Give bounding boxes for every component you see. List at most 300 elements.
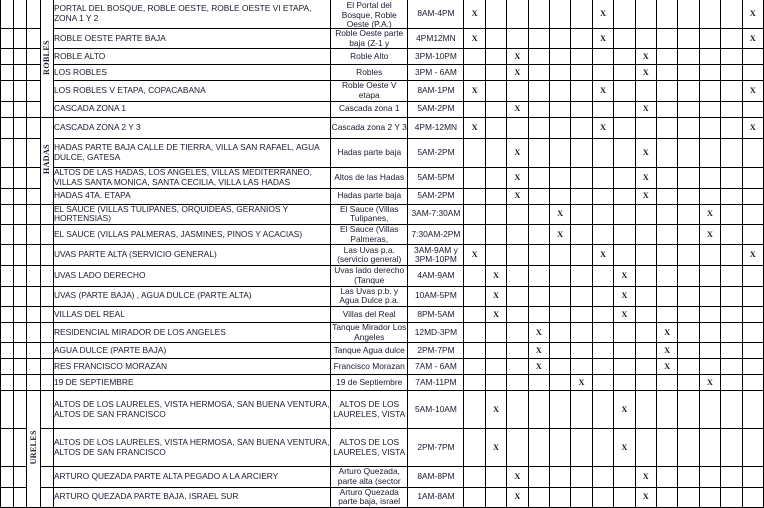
group-spacer-cell bbox=[27, 188, 40, 204]
schedule-mark-cell bbox=[742, 138, 763, 167]
schedule-mark-cell bbox=[571, 101, 592, 117]
schedule-mark-cell: X bbox=[550, 224, 571, 244]
group-spacer-cell bbox=[40, 391, 53, 429]
schedule-mark-cell bbox=[635, 224, 656, 244]
schedule-mark-cell bbox=[742, 266, 763, 286]
page-margin bbox=[1, 429, 14, 467]
schedule-cell: 5AM-2PM bbox=[408, 138, 464, 167]
schedule-mark-cell bbox=[528, 306, 549, 322]
schedule-mark-cell bbox=[614, 224, 635, 244]
schedule-mark-cell bbox=[507, 117, 528, 138]
tank-source-cell bbox=[331, 286, 408, 306]
group-spacer-cell bbox=[27, 0, 40, 29]
sector-name-cell: EL SAUCE (VILLAS PALMERAS, JASMINES, PINOS Y ACACIAS) bbox=[53, 224, 330, 244]
schedule-mark-cell bbox=[721, 29, 742, 49]
schedule-mark-cell bbox=[656, 487, 677, 507]
schedule-mark-cell bbox=[592, 101, 613, 117]
group-spacer-cell bbox=[27, 138, 40, 167]
schedule-mark-cell bbox=[571, 359, 592, 375]
tank-source-cell bbox=[331, 29, 408, 49]
page-margin bbox=[1, 138, 14, 167]
schedule-mark-cell bbox=[571, 188, 592, 204]
page-rule bbox=[14, 224, 27, 244]
schedule-mark-cell bbox=[656, 81, 677, 101]
schedule-mark-cell bbox=[571, 138, 592, 167]
group-spacer-cell bbox=[40, 286, 53, 306]
schedule-mark-cell bbox=[592, 138, 613, 167]
table-row bbox=[1, 117, 764, 138]
sector-name-cell: UVAS PARTE ALTA (SERVICIO GENERAL) bbox=[53, 245, 330, 266]
schedule-mark-cell bbox=[699, 138, 720, 167]
schedule-mark-cell bbox=[550, 29, 571, 49]
schedule-mark-cell bbox=[635, 322, 656, 342]
schedule-mark-cell bbox=[507, 29, 528, 49]
schedule-mark-cell bbox=[528, 286, 549, 306]
page-margin bbox=[1, 467, 14, 487]
schedule-mark-cell bbox=[485, 138, 506, 167]
schedule-mark-cell bbox=[592, 167, 613, 188]
tank-source-text: Las Uvas p.b. y Agua Dulce p.a. bbox=[339, 285, 400, 306]
tank-source-text: Tanque Agua dulce bbox=[333, 344, 405, 355]
sector-name-cell: ARTURO QUEZADA PARTE ALTA PEGADO A LA ARCIERY bbox=[53, 467, 330, 487]
schedule-mark-cell bbox=[614, 359, 635, 375]
schedule-mark-cell bbox=[464, 359, 485, 375]
schedule-mark-cell: X bbox=[635, 49, 656, 65]
schedule-mark-cell bbox=[550, 49, 571, 65]
schedule-mark-cell bbox=[528, 29, 549, 49]
schedule-mark-cell bbox=[635, 117, 656, 138]
schedule-mark-cell bbox=[592, 487, 613, 507]
page-margin bbox=[1, 224, 14, 244]
schedule-mark-cell bbox=[464, 467, 485, 487]
schedule-mark-cell bbox=[742, 467, 763, 487]
schedule-mark-cell bbox=[464, 429, 485, 467]
schedule-mark-cell bbox=[656, 375, 677, 391]
table-row bbox=[1, 487, 764, 507]
schedule-mark-cell bbox=[614, 81, 635, 101]
schedule-mark-cell bbox=[721, 117, 742, 138]
tank-source-text: Robles bbox=[356, 66, 383, 77]
schedule-mark-cell bbox=[656, 224, 677, 244]
tank-source-cell bbox=[331, 81, 408, 101]
schedule-mark-cell bbox=[528, 245, 549, 266]
schedule-mark-cell bbox=[464, 286, 485, 306]
schedule-mark-cell bbox=[528, 224, 549, 244]
schedule-mark-cell bbox=[550, 286, 571, 306]
schedule-mark-cell bbox=[464, 49, 485, 65]
schedule-mark-cell: X bbox=[485, 286, 506, 306]
schedule-mark-cell bbox=[507, 343, 528, 359]
schedule-mark-cell bbox=[678, 487, 699, 507]
group-spacer-cell bbox=[27, 266, 40, 286]
schedule-mark-cell bbox=[678, 429, 699, 467]
group-label-text: URELES bbox=[28, 430, 38, 465]
schedule-cell: 12MD-3PM bbox=[408, 322, 464, 342]
schedule-mark-cell bbox=[528, 487, 549, 507]
schedule-mark-cell bbox=[507, 306, 528, 322]
schedule-mark-cell: X bbox=[742, 245, 763, 266]
schedule-mark-cell bbox=[721, 49, 742, 65]
schedule-mark-cell bbox=[678, 322, 699, 342]
page-margin bbox=[1, 81, 14, 101]
schedule-mark-cell bbox=[614, 245, 635, 266]
schedule-mark-cell bbox=[678, 65, 699, 81]
page-margin bbox=[1, 343, 14, 359]
group-label-text: HADAS bbox=[42, 144, 52, 175]
table-row bbox=[1, 266, 764, 286]
schedule-mark-cell bbox=[656, 138, 677, 167]
table-row bbox=[1, 167, 764, 188]
schedule-mark-cell bbox=[592, 224, 613, 244]
schedule-mark-cell: X bbox=[592, 0, 613, 29]
schedule-mark-cell bbox=[507, 286, 528, 306]
page-margin bbox=[1, 49, 14, 65]
schedule-mark-cell: X bbox=[635, 138, 656, 167]
schedule-mark-cell: X bbox=[507, 467, 528, 487]
schedule-mark-cell bbox=[721, 65, 742, 81]
schedule-mark-cell bbox=[592, 322, 613, 342]
schedule-mark-cell: X bbox=[550, 204, 571, 224]
sector-name-cell: ALTOS DE LAS HADAS, LOS ANGELES, VILLAS MEDITERRANEO, VILLAS SANTA MONICA, SANTA CECILIA, VILLA LAS HADAS bbox=[53, 167, 330, 188]
sector-name-cell: ROBLE ALTO bbox=[53, 49, 330, 65]
schedule-mark-cell bbox=[678, 117, 699, 138]
schedule-mark-cell bbox=[528, 138, 549, 167]
page-margin bbox=[1, 359, 14, 375]
page-margin bbox=[1, 117, 14, 138]
group-spacer-cell bbox=[40, 266, 53, 286]
schedule-mark-cell bbox=[656, 65, 677, 81]
schedule-mark-cell bbox=[507, 204, 528, 224]
schedule-mark-cell bbox=[678, 224, 699, 244]
schedule-mark-cell bbox=[485, 117, 506, 138]
page-margin bbox=[1, 188, 14, 204]
schedule-mark-cell bbox=[721, 204, 742, 224]
sector-name-cell: LOS ROBLES V ETAPA, COPACABANA bbox=[53, 81, 330, 101]
schedule-mark-cell bbox=[742, 343, 763, 359]
schedule-mark-cell bbox=[699, 29, 720, 49]
schedule-mark-cell bbox=[721, 0, 742, 29]
page-margin bbox=[1, 65, 14, 81]
group-spacer-cell bbox=[40, 487, 53, 507]
schedule-mark-cell bbox=[464, 487, 485, 507]
schedule-mark-cell: X bbox=[699, 375, 720, 391]
schedule-mark-cell bbox=[721, 467, 742, 487]
schedule-mark-cell: X bbox=[635, 188, 656, 204]
schedule-mark-cell: X bbox=[464, 81, 485, 101]
schedule-mark-cell bbox=[614, 65, 635, 81]
schedule-mark-cell bbox=[592, 375, 613, 391]
tank-source-cell bbox=[331, 138, 408, 167]
schedule-mark-cell: X bbox=[614, 306, 635, 322]
schedule-mark-cell bbox=[507, 375, 528, 391]
schedule-mark-cell bbox=[571, 29, 592, 49]
sector-name-cell: VILLAS DEL REAL bbox=[53, 306, 330, 322]
schedule-mark-cell: X bbox=[656, 359, 677, 375]
page-rule bbox=[14, 188, 27, 204]
schedule-mark-cell: X bbox=[742, 81, 763, 101]
schedule-mark-cell bbox=[699, 306, 720, 322]
schedule-mark-cell bbox=[678, 391, 699, 429]
schedule-mark-cell bbox=[592, 391, 613, 429]
schedule-mark-cell bbox=[721, 188, 742, 204]
group-spacer-cell bbox=[40, 375, 53, 391]
sector-name-cell: UVAS (PARTE BAJA) , AGUA DULCE (PARTE ALTA) bbox=[53, 286, 330, 306]
schedule-mark-cell bbox=[635, 375, 656, 391]
schedule-cell: 5AM-10AM bbox=[408, 391, 464, 429]
schedule-mark-cell bbox=[550, 322, 571, 342]
schedule-mark-cell bbox=[699, 49, 720, 65]
page-rule bbox=[14, 29, 27, 49]
schedule-mark-cell bbox=[485, 467, 506, 487]
schedule-mark-cell: X bbox=[592, 117, 613, 138]
schedule-mark-cell bbox=[721, 286, 742, 306]
schedule-mark-cell bbox=[485, 29, 506, 49]
table-row bbox=[1, 0, 764, 29]
schedule-mark-cell bbox=[678, 29, 699, 49]
schedule-mark-cell bbox=[614, 138, 635, 167]
page-rule bbox=[14, 429, 27, 467]
schedule-mark-cell bbox=[699, 266, 720, 286]
schedule-mark-cell bbox=[742, 487, 763, 507]
table-row bbox=[1, 101, 764, 117]
schedule-mark-cell bbox=[464, 375, 485, 391]
schedule-mark-cell bbox=[507, 81, 528, 101]
schedule-mark-cell bbox=[550, 65, 571, 81]
schedule-mark-cell bbox=[635, 391, 656, 429]
page-rule bbox=[14, 391, 27, 429]
schedule-mark-cell: X bbox=[507, 101, 528, 117]
schedule-mark-cell bbox=[485, 359, 506, 375]
schedule-mark-cell bbox=[678, 467, 699, 487]
schedule-mark-cell bbox=[550, 429, 571, 467]
group-spacer-cell bbox=[40, 467, 53, 487]
schedule-mark-cell bbox=[528, 391, 549, 429]
schedule-mark-cell bbox=[571, 0, 592, 29]
schedule-mark-cell bbox=[571, 286, 592, 306]
tank-source-cell bbox=[331, 101, 408, 117]
table-row bbox=[1, 322, 764, 342]
schedule-mark-cell bbox=[656, 266, 677, 286]
schedule-mark-cell bbox=[742, 306, 763, 322]
schedule-mark-cell bbox=[742, 429, 763, 467]
tank-source-cell bbox=[331, 391, 408, 429]
schedule-mark-cell bbox=[528, 101, 549, 117]
schedule-mark-cell bbox=[550, 0, 571, 29]
schedule-mark-cell bbox=[742, 359, 763, 375]
schedule-mark-cell bbox=[721, 245, 742, 266]
schedule-mark-cell bbox=[550, 487, 571, 507]
tank-source-cell bbox=[331, 188, 408, 204]
schedule-mark-cell bbox=[571, 391, 592, 429]
schedule-cell: 3PM - 6AM bbox=[408, 65, 464, 81]
schedule-mark-cell bbox=[699, 429, 720, 467]
schedule-mark-cell bbox=[507, 359, 528, 375]
schedule-mark-cell bbox=[635, 29, 656, 49]
schedule-mark-cell bbox=[656, 467, 677, 487]
sector-name-cell: ARTURO QUEZADA PARTE BAJA, ISRAEL SUR bbox=[53, 487, 330, 507]
schedule-mark-cell bbox=[656, 245, 677, 266]
schedule-mark-cell bbox=[614, 0, 635, 29]
schedule-mark-cell bbox=[464, 65, 485, 81]
schedule-mark-cell: X bbox=[635, 467, 656, 487]
tank-source-text: Altos de las Hadas bbox=[334, 171, 405, 182]
schedule-mark-cell bbox=[678, 138, 699, 167]
schedule-mark-cell bbox=[571, 65, 592, 81]
group-spacer-cell bbox=[27, 245, 40, 266]
tank-source-cell bbox=[331, 359, 408, 375]
tank-source-text: 19 de Septiembre bbox=[336, 376, 403, 387]
schedule-mark-cell bbox=[635, 245, 656, 266]
schedule-mark-cell bbox=[485, 375, 506, 391]
group-spacer-cell bbox=[40, 204, 53, 224]
schedule-mark-cell bbox=[592, 49, 613, 65]
schedule-mark-cell bbox=[699, 359, 720, 375]
schedule-mark-cell bbox=[721, 375, 742, 391]
group-spacer-cell bbox=[27, 81, 40, 101]
tank-source-text: Las Uvas p.a. (servicio general) bbox=[337, 244, 402, 265]
schedule-mark-cell bbox=[699, 391, 720, 429]
schedule-mark-cell bbox=[571, 81, 592, 101]
schedule-mark-cell: X bbox=[507, 138, 528, 167]
schedule-mark-cell bbox=[721, 359, 742, 375]
group-label-text: ROBLES bbox=[42, 39, 52, 75]
schedule-mark-cell: X bbox=[464, 245, 485, 266]
schedule-mark-cell bbox=[571, 167, 592, 188]
schedule-mark-cell bbox=[635, 359, 656, 375]
schedule-mark-cell bbox=[678, 359, 699, 375]
schedule-mark-cell bbox=[699, 467, 720, 487]
table-row bbox=[1, 245, 764, 266]
table-row bbox=[1, 138, 764, 167]
schedule-mark-cell bbox=[678, 245, 699, 266]
group-spacer-cell bbox=[27, 117, 40, 138]
group-spacer-cell bbox=[40, 322, 53, 342]
schedule-mark-cell bbox=[614, 101, 635, 117]
schedule-mark-cell bbox=[721, 101, 742, 117]
schedule-mark-cell bbox=[699, 117, 720, 138]
schedule-mark-cell bbox=[721, 429, 742, 467]
schedule-mark-cell bbox=[656, 286, 677, 306]
tank-source-cell bbox=[331, 343, 408, 359]
schedule-mark-cell bbox=[571, 467, 592, 487]
schedule-mark-cell bbox=[592, 204, 613, 224]
schedule-mark-cell bbox=[635, 286, 656, 306]
schedule-mark-cell bbox=[699, 487, 720, 507]
schedule-mark-cell bbox=[656, 49, 677, 65]
schedule-mark-cell: X bbox=[614, 429, 635, 467]
schedule-mark-cell bbox=[742, 224, 763, 244]
page-rule bbox=[14, 359, 27, 375]
schedule-mark-cell bbox=[485, 343, 506, 359]
sector-name-cell: CASCADA ZONA 1 bbox=[53, 101, 330, 117]
schedule-mark-cell bbox=[550, 167, 571, 188]
tank-source-text: ALTOS DE LOS LAURELES, VISTA bbox=[333, 399, 406, 419]
schedule-cell: 7AM - 6AM bbox=[408, 359, 464, 375]
schedule-mark-cell: X bbox=[592, 81, 613, 101]
tank-source-cell bbox=[331, 167, 408, 188]
schedule-cell: 3AM-7:30AM bbox=[408, 204, 464, 224]
schedule-mark-cell bbox=[550, 359, 571, 375]
sector-name-cell: RES FRANCISCO MORAZAN bbox=[53, 359, 330, 375]
tank-source-cell bbox=[331, 204, 408, 224]
schedule-mark-cell bbox=[699, 188, 720, 204]
schedule-mark-cell bbox=[592, 343, 613, 359]
sector-name-cell: HADAS 4TA. ETAPA bbox=[53, 188, 330, 204]
table-row bbox=[1, 343, 764, 359]
group-spacer-cell bbox=[27, 65, 40, 81]
schedule-mark-cell bbox=[742, 101, 763, 117]
sector-name-cell: EL SAUCE (VILLAS TULIPANES, ORQUIDEAS, GERANIOS Y HORTENSIAS) bbox=[53, 204, 330, 224]
schedule-mark-cell: X bbox=[635, 101, 656, 117]
schedule-mark-cell bbox=[571, 204, 592, 224]
schedule-mark-cell bbox=[699, 343, 720, 359]
page-margin bbox=[1, 204, 14, 224]
schedule-mark-cell bbox=[721, 487, 742, 507]
group-label-cell bbox=[40, 0, 53, 117]
schedule-mark-cell bbox=[507, 0, 528, 29]
schedule-mark-cell bbox=[635, 343, 656, 359]
sector-name-cell: LOS ROBLES bbox=[53, 65, 330, 81]
page-margin bbox=[1, 286, 14, 306]
schedule-mark-cell bbox=[592, 65, 613, 81]
schedule-mark-cell bbox=[507, 429, 528, 467]
schedule-mark-cell bbox=[614, 167, 635, 188]
schedule-cell: 7AM-11PM bbox=[408, 375, 464, 391]
schedule-mark-cell bbox=[678, 266, 699, 286]
schedule-cell: 10AM-5PM bbox=[408, 286, 464, 306]
schedule-mark-cell bbox=[464, 204, 485, 224]
schedule-mark-cell bbox=[485, 487, 506, 507]
page-margin bbox=[1, 167, 14, 188]
page-margin bbox=[1, 487, 14, 507]
group-spacer-cell bbox=[27, 29, 40, 49]
schedule-mark-cell bbox=[721, 306, 742, 322]
schedule-mark-cell bbox=[699, 0, 720, 29]
schedule-mark-cell bbox=[550, 306, 571, 322]
schedule-mark-cell bbox=[464, 224, 485, 244]
schedule-mark-cell bbox=[485, 167, 506, 188]
schedule-mark-cell bbox=[656, 101, 677, 117]
tank-source-text: Cascada zona 2 Y 3 bbox=[331, 121, 407, 132]
schedule-mark-cell bbox=[699, 322, 720, 342]
schedule-mark-cell bbox=[742, 167, 763, 188]
schedule-mark-cell bbox=[528, 467, 549, 487]
schedule-mark-cell bbox=[528, 81, 549, 101]
schedule-mark-cell: X bbox=[464, 0, 485, 29]
group-spacer-cell bbox=[40, 359, 53, 375]
tank-source-cell bbox=[331, 429, 408, 467]
page-rule bbox=[14, 81, 27, 101]
schedule-mark-cell bbox=[571, 343, 592, 359]
schedule-mark-cell bbox=[550, 245, 571, 266]
schedule-mark-cell bbox=[635, 0, 656, 29]
schedule-mark-cell bbox=[485, 245, 506, 266]
table-row bbox=[1, 306, 764, 322]
schedule-mark-cell bbox=[656, 117, 677, 138]
schedule-mark-cell: X bbox=[656, 322, 677, 342]
schedule-mark-cell bbox=[678, 375, 699, 391]
page-rule bbox=[14, 306, 27, 322]
schedule-mark-cell bbox=[635, 204, 656, 224]
table-row bbox=[1, 375, 764, 391]
page-rule bbox=[14, 138, 27, 167]
schedule-mark-cell bbox=[571, 117, 592, 138]
schedule-mark-cell: X bbox=[592, 245, 613, 266]
schedule-mark-cell: X bbox=[571, 375, 592, 391]
schedule-mark-cell bbox=[592, 359, 613, 375]
schedule-mark-cell bbox=[571, 487, 592, 507]
schedule-mark-cell bbox=[528, 188, 549, 204]
